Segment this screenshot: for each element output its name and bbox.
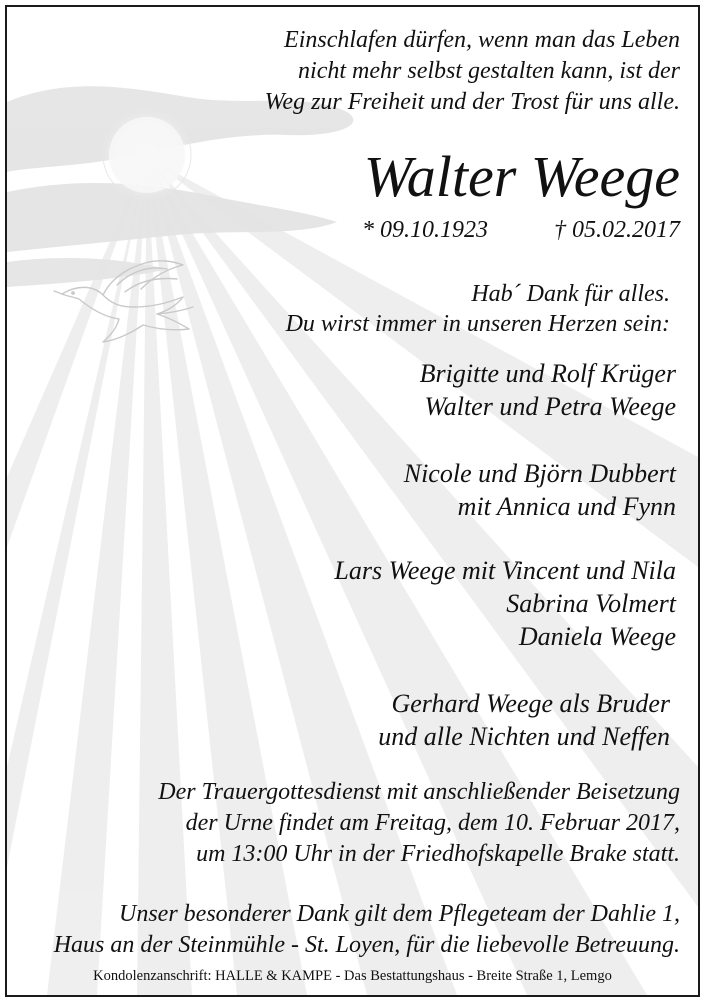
mourner-line: und alle Nichten und Neffen [378, 722, 670, 751]
service-line: der Urne findet am Freitag, dem 10. Februar 2017, [185, 810, 680, 836]
deceased-name: Walter Weege [363, 144, 680, 209]
life-dates [362, 215, 680, 245]
farewell-lines [286, 279, 670, 339]
death-date: † 05.02.2017 [554, 217, 680, 243]
condolence-address: Kondolenzanschrift: HALLE & KAMPE - Das Bestattungshaus - Breite Straße 1, Lemgo [93, 968, 612, 984]
mourner-line: Lars Weege mit Vincent und Nila [334, 556, 676, 585]
mourner-line: mit Annica und Fynn [457, 492, 676, 521]
obituary-notice [5, 5, 700, 997]
service-line: um 13:00 Uhr in der Friedhofskapelle Brake statt. [196, 841, 680, 867]
mourner-group [378, 687, 670, 753]
verse-quote [265, 25, 680, 118]
mourner-line: Gerhard Weege als Bruder [391, 689, 670, 718]
farewell-line: Hab´ Dank für alles. [471, 281, 670, 307]
mourner-line: Brigitte und Rolf Krüger [419, 359, 676, 388]
thanks-note [54, 899, 680, 961]
thanks-line: Unser besonderer Dank gilt dem Pflegeteam der Dahlie 1, [119, 901, 680, 927]
thanks-line: Haus an der Steinmühle - St. Loyen, für die liebevolle Betreuung. [53, 932, 680, 958]
funeral-service-info [158, 777, 680, 870]
verse-line: Weg zur Freiheit und der Trost für uns alle. [264, 89, 680, 115]
farewell-line: Du wirst immer in unseren Herzen sein: [285, 311, 670, 337]
mourner-line: Daniela Weege [518, 622, 676, 651]
mourner-line: Sabrina Volmert [506, 589, 676, 618]
mourner-group [420, 357, 676, 423]
verse-line: Einschlafen dürfen, wenn man das Leben [284, 27, 680, 53]
service-line: Der Trauergottesdienst mit anschließender Beisetzung [158, 779, 680, 805]
mourner-line: Nicole und Björn Dubbert [403, 459, 676, 488]
mourner-line: Walter und Petra Weege [424, 392, 676, 421]
mourner-group [404, 457, 676, 523]
mourner-group [334, 554, 676, 653]
verse-line: nicht mehr selbst gestalten kann, ist der [298, 58, 680, 84]
birth-date: * 09.10.1923 [362, 217, 488, 243]
